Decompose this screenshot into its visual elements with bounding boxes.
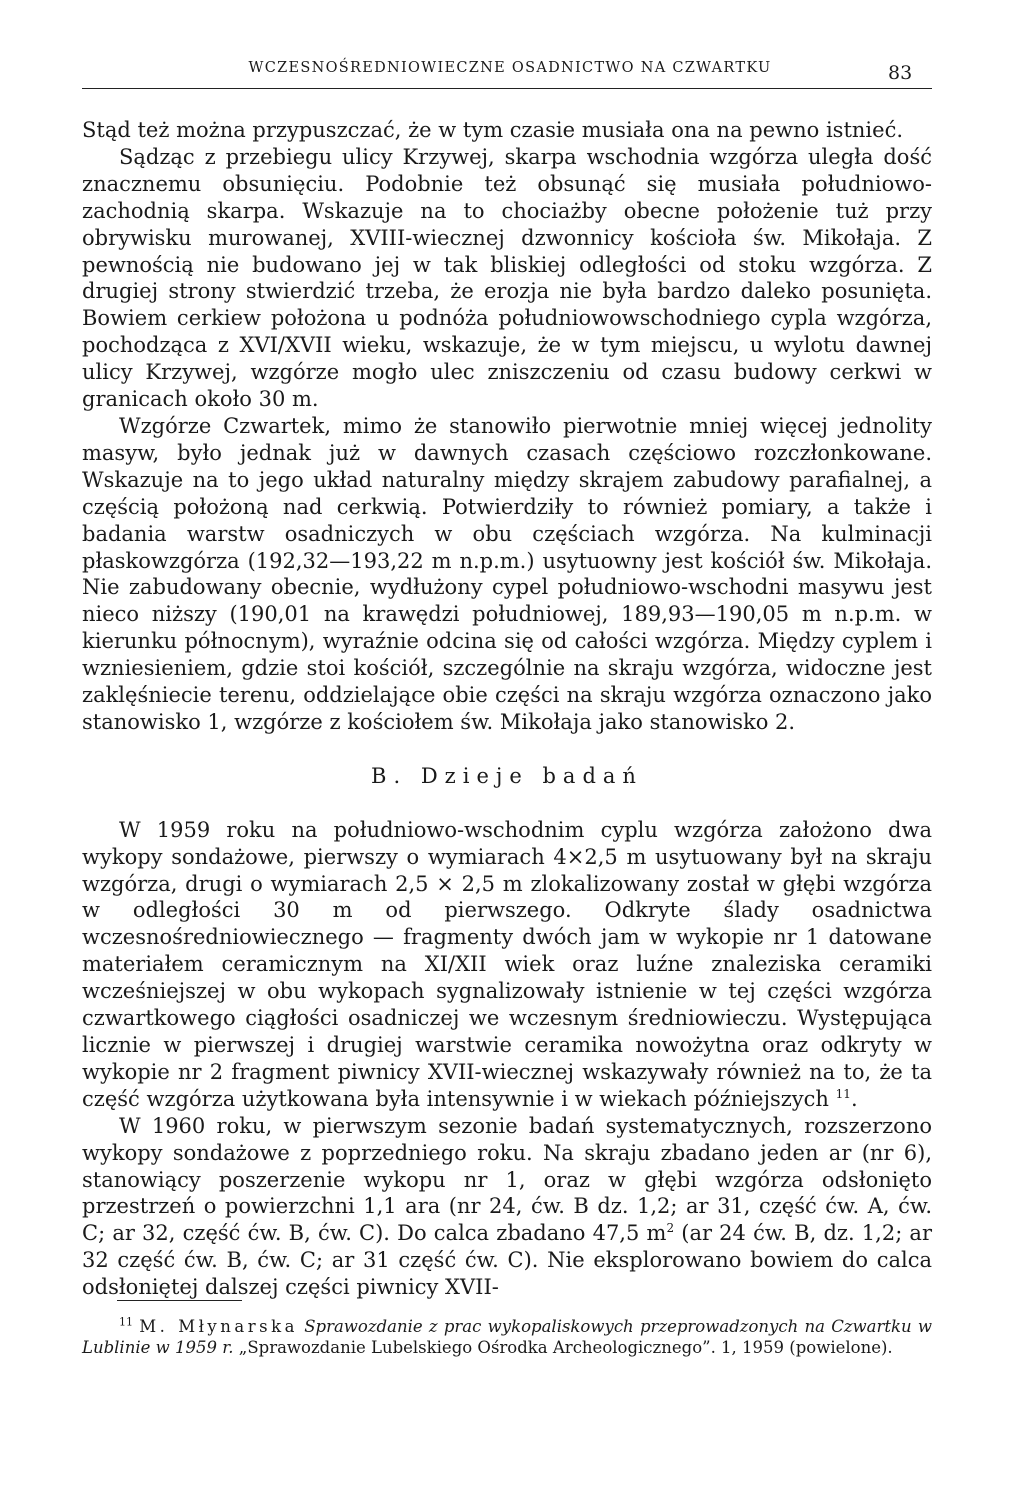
footnote-reference: 11 bbox=[835, 1086, 851, 1101]
paragraph-4-end: . bbox=[850, 1086, 858, 1111]
paragraph-2: Sądząc z przebiegu ulicy Krzywej, skarpa wschodnia wzgórza uległa dość znacznemu obsunięciu. Podobnie też obsunąć się musiała południowo-zachodnią skarpa. Wskazuje na to chociażby obecne położenie tuż przy obrywisku murowanej, XVIII-wiecznej dzwonnicy kościoła św. Mikołaja. Z pewnością nie budowano jej w tak bliskiej odległości od stoku wzgórza. Z drugiej strony stwierdzić trzeba, że erozja nie była bardzo daleko posunięta. Bowiem cerkiew położona u podnóża południowowschodniego cypla wzgórza, pochodząca z XVI/XVII wieku, wskazuje, że w tym miejscu, u wylotu dawnej ulicy Krzywej, wzgórze mogło ulec zniszczeniu od czasu budowy cerkwi w granicach około 30 m. bbox=[82, 144, 932, 412]
footnote-rest: „Sprawozdanie Lubelskiego Ośrodka Archeologicznego”. 1, 1959 (powielone). bbox=[233, 1338, 893, 1357]
paragraph-3: Wzgórze Czwartek, mimo że stanowiło pierwotnie mniej więcej jednolity masyw, było jednak już w dawnych czasach częściowo rozczłonkowane. Wskazuje na to jego układ naturalny między skrajem zabudowy parafialnej, a częścią położoną nad cerkwią. Potwierdziły to również pomiary, a także i badania warstw osadniczych w obu częściach wzgórza. Na kulminacji płaskowzgórza (192,32—193,22 m n.p.m.) usytuowny jest kościół św. Mikołaja. Nie zabudowany obecnie, wydłużony cypel południowo-wschodni masywu jest nieco niższy (190,01 na krawędzi południowej, 189,93—190,05 m n.p.m. w kierunku północnym), wyraźnie odcina się od całości wzgórza. Między cyplem i wzniesieniem, gdzie stoi kościół, szczególnie na skraju wzgórza, widoczne jest zaklęśniecie terenu, oddzielające obie części na skraju wzgórza oznaczono jako stanowisko 1, wzgórze z kościołem św. Mikołaja jako stanowisko 2. bbox=[82, 413, 932, 734]
running-head: WCZESNOŚREDNIOWIECZNE OSADNICTWO NA CZWARTKU bbox=[248, 60, 772, 76]
footnote-rule bbox=[117, 1300, 242, 1301]
paragraph-5-rest: (ar 24 ćw. B, dz. 1,2; ar 32 część ćw. B, ćw. C; ar 31 część ćw. C). Nie eksplorowano bowiem do calca odsłoniętej dalszej części piwnicy XVII- bbox=[82, 1221, 932, 1300]
header-rule bbox=[82, 88, 932, 89]
body-text bbox=[82, 117, 932, 1301]
footnote-author: M. Młynarska bbox=[139, 1317, 298, 1336]
section-heading: B. Dzieje badań bbox=[371, 763, 643, 788]
footnote bbox=[82, 1316, 932, 1358]
paragraph-4 bbox=[82, 817, 932, 1113]
footnote-number: 11 bbox=[119, 1315, 133, 1329]
paragraph-4-text: W 1959 roku na południowo-wschodnim cyplu wzgórza założono dwa wykopy sondażowe, pierwszy o wymiarach 4×2,5 m usytuowany był na skraju wzgórza, drugi o wymiarach 2,5 × 2,5 m zlokalizowany został w głębi wzgórza w odległości 30 m od pierwszego. Odkryte ślady osadnictwa wczesnośredniowiecznego — fragmenty dwóch jam w wykopie nr 1 datowane materiałem ceramicznym na XI/XII wiek oraz luźne znaleziska ceramiki wcześniejszej w obu wykopach sygnalizowały istnienie w tej części wzgórza czwartkowego ciągłości osadniczej we wczesnym średniowieczu. Występująca licznie w pierwszej i drugiej warstwie ceramika nowożytna oraz odkryty w wykopie nr 2 fragment piwnicy XVII-wiecznej wskazywały również na to, że ta część wzgórza użytkowana była intensywnie i w wiekach późniejszych bbox=[82, 817, 932, 1111]
footnote-title: Sprawozdanie z prac wykopaliskowych przeprowadzonych na Czwartku w Lublinie w 1959 r. bbox=[82, 1317, 933, 1357]
paragraph-1: Stąd też można przypuszczać, że w tym czasie musiała ona na pewno istnieć. bbox=[82, 118, 903, 142]
paragraph-5 bbox=[82, 1113, 932, 1301]
page-number: 83 bbox=[888, 62, 913, 84]
superscript-squared: 2 bbox=[666, 1221, 675, 1236]
paragraph-5-text: W 1960 roku, w pierwszym sezonie badań systematycznych, rozszerzono wykopy sondażowe z poprzedniego roku. Na skraju zbadano jeden ar (nr 6), stanowiący poszerzenie wykopu nr 1, oraz w głębi wzgórza odsłonięto przestrzeń o powierzchni 1,1 ara (nr 24, ćw. B dz. 1,2; ar 31, część ćw. A, ćw. C; ar 32, część ćw. B, ćw. C). Do calca zbadano 47,5 m bbox=[82, 1113, 932, 1246]
